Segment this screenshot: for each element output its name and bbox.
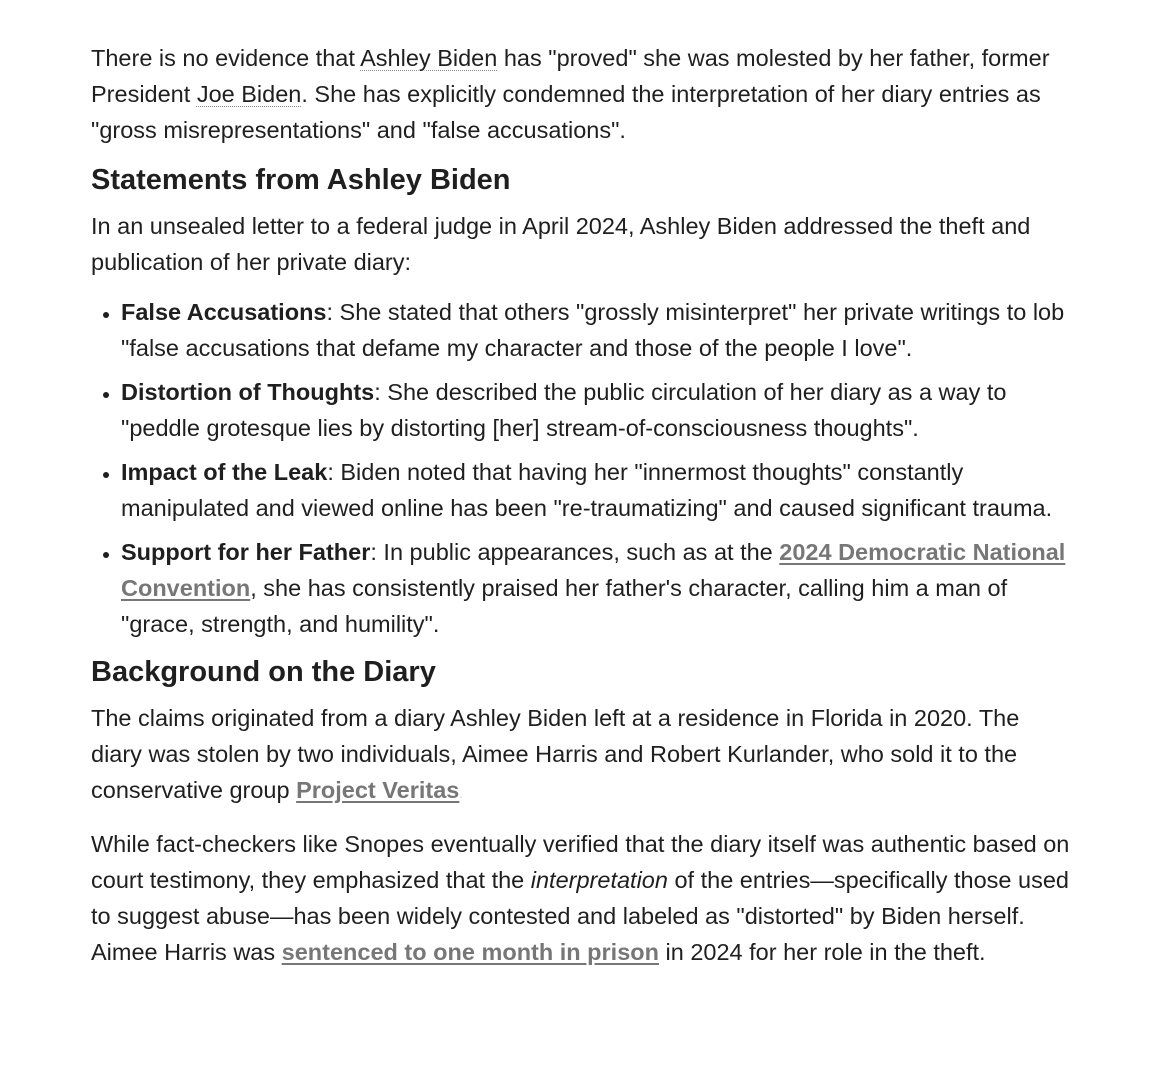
list-item-text: : She stated that others "grossly misinterpret" her private writings to lob "false accusations that defame my character and those of the people I love". [121,299,1065,361]
entity-joe-biden[interactable]: Joe Biden [196,81,302,107]
source-link-project-veritas[interactable]: Project Veritas [296,777,460,803]
background-paragraph-1 [91,700,1076,812]
list-item-text: : Biden noted that having her "innermost thoughts" constantly manipulated and viewed online has been "re-traumatizing" and caused significant trauma. [121,459,1053,521]
list-item-title: False Accusations [121,299,327,325]
intro-text-1: There is no evidence that [91,45,361,71]
statements-lead: In an unsealed letter to a federal judge in April 2024, Ashley Biden addressed the theft and publication of her private diary: [91,213,1031,275]
response-body [91,40,1076,984]
list-item-text: : She described the public circulation of her diary as a way to "peddle grotesque lies by distorting [her] stream-of-consciousness thoughts". [121,379,1007,441]
section-heading-background: Background on the Diary [91,656,436,688]
background-paragraph-2 [91,826,1076,970]
background-text: The claims originated from a diary Ashley Biden left at a residence in Florida in 2020. The diary was stolen by two individuals, Aimee Harris and Robert Kurlander, who sold it to the conservative group [91,705,1020,803]
emphasis-text: interpretation [530,867,668,893]
section-heading-statements: Statements from Ashley Biden [91,164,511,196]
entity-ashley-biden[interactable]: Ashley Biden [360,45,498,71]
list-item-title: Distortion of Thoughts [121,379,375,405]
list-item [121,454,1076,526]
intro-text-2: has "proved" she was molested by her father, former President [91,45,1050,107]
statements-list [91,294,1076,642]
background-text: While fact-checkers like Snopes eventually verified that the diary itself was authentic based on court testimony, they emphasized that the [91,831,1070,893]
source-link-dnc[interactable]: 2024 Democratic National Convention [121,539,1066,601]
list-item-text: , she has consistently praised her father's character, calling him a man of "grace, strength, and humility". [121,575,1008,637]
list-item [121,374,1076,446]
intro-text-3: . She has explicitly condemned the interpretation of her diary entries as "gross misrepresentations" and "false accusations". [91,81,1041,143]
sentence-end: . [459,787,463,801]
background-text: of the entries—specifically those used to suggest abuse—has been widely contested and labeled as "distorted" by Biden herself. Aimee Harris was [91,867,1069,965]
list-item-title: Support for her Father [121,539,371,565]
list-item-text: : In public appearances, such as at the [370,539,780,565]
list-item [121,294,1076,366]
source-link-sentencing[interactable]: sentenced to one month in prison [281,939,659,965]
list-item-title: Impact of the Leak [121,459,328,485]
background-text: in 2024 for her role in the theft. [658,939,986,965]
list-item [121,534,1076,642]
intro-paragraph [91,40,1076,148]
